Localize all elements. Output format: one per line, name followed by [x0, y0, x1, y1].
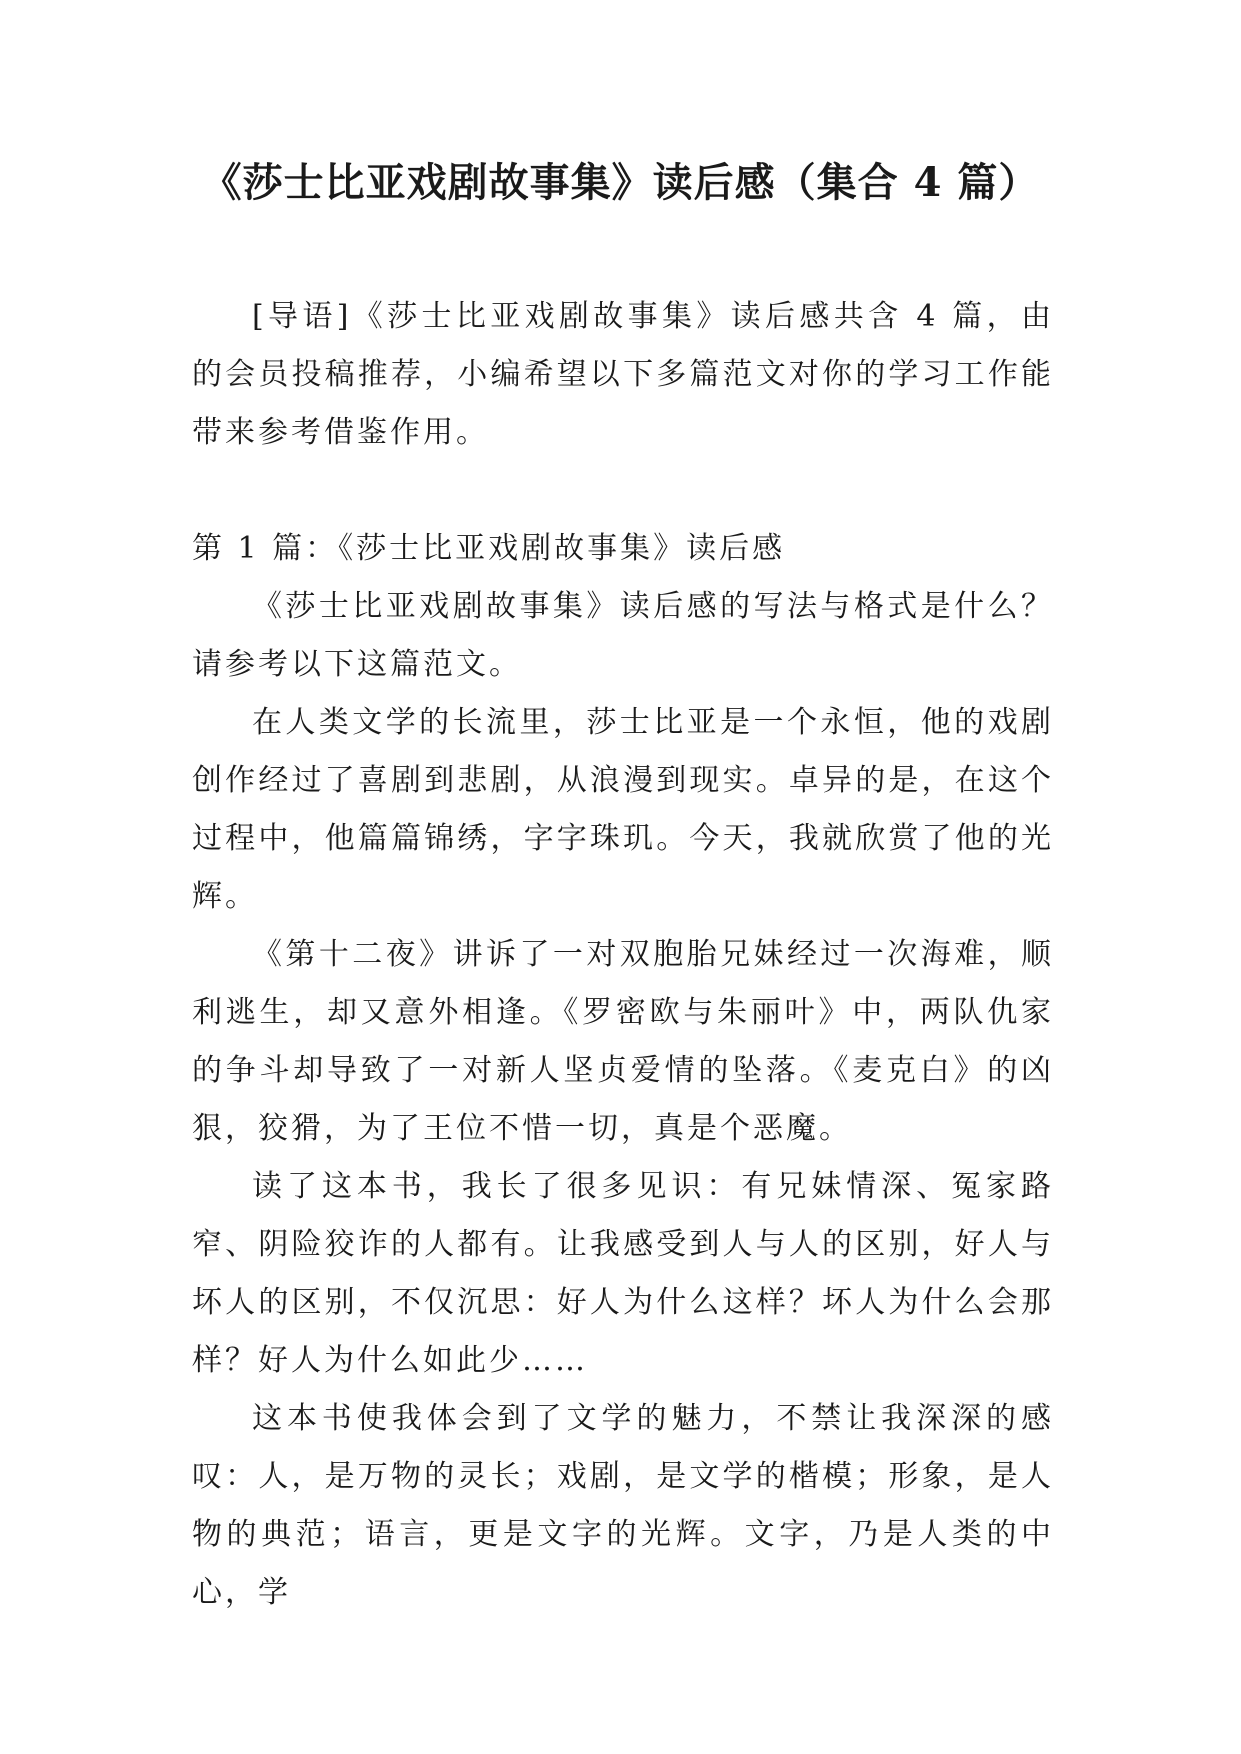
intro-paragraph: [导语]《莎士比亚戏剧故事集》读后感共含 4 篇，由的会员投稿推荐，小编希望以下多篇范文对你的学习工作能带来参考借鉴作用。	[192, 299, 1054, 450]
paragraph-gap	[192, 462, 1054, 520]
section-heading: 第 1 篇：《莎士比亚戏剧故事集》读后感	[192, 531, 786, 566]
document-title: 《莎士比亚戏剧故事集》读后感（集合 4 篇）	[201, 159, 1040, 206]
body-paragraph: 读了这本书，我长了很多见识：有兄妹情深、冤家路窄、阴险狡诈的人都有。让我感受到人与人的区别，好人与坏人的区别，不仅沉思：好人为什么这样？坏人为什么会那样？好人为什么如此少……	[192, 1169, 1054, 1378]
body-paragraph: 在人类文学的长流里，莎士比亚是一个永恒，他的戏剧创作经过了喜剧到悲剧，从浪漫到现实。卓异的是，在这个过程中，他篇篇锦绣，字字珠玑。今天，我就欣赏了他的光辉。	[192, 705, 1054, 914]
body-paragraph: 这本书使我体会到了文学的魅力，不禁让我深深的感叹：人，是万物的灵长；戏剧，是文学的楷模；形象，是人物的典范；语言，更是文字的光辉。文字，乃是人类的中心，学	[192, 1401, 1054, 1610]
body-paragraph: 《莎士比亚戏剧故事集》读后感的写法与格式是什么？请参考以下这篇范文。	[192, 589, 1054, 682]
body-paragraph: 《第十二夜》讲诉了一对双胞胎兄妹经过一次海难，顺利逃生，却又意外相逢。《罗密欧与朱丽叶》中，两队仇家的争斗却导致了一对新人坚贞爱情的坠落。《麦克白》的凶狠，狡猾，为了王位不惜一切，真是个恶魔。	[192, 937, 1054, 1146]
document-body	[192, 288, 1054, 1622]
